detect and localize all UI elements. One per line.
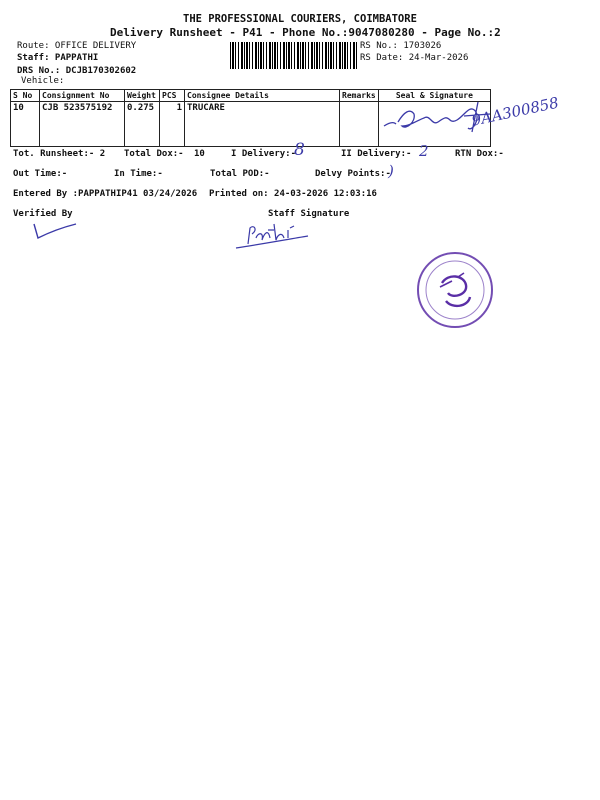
in-time-label: In Time:- xyxy=(114,169,163,179)
staff-signature-scribble xyxy=(232,220,312,252)
cell-sno: 10 xyxy=(11,102,40,147)
ii-delivery-value: 2 xyxy=(419,142,429,160)
col-consignee: Consignee Details xyxy=(185,90,340,102)
runsheet-subtitle: Delivery Runsheet - P41 - Phone No.:9047080280 - Page No.:2 xyxy=(110,26,501,39)
delvy-points-label: Delvy Points:- xyxy=(315,169,391,179)
i-delivery-value: 8 xyxy=(294,140,305,160)
company-title: THE PROFESSIONAL COURIERS, COIMBATORE xyxy=(183,13,417,25)
seal-number: 9AA300858 xyxy=(470,93,561,130)
seal-stamp xyxy=(412,247,498,333)
col-consignment: Consignment No xyxy=(40,90,125,102)
tot-runsheet: Tot. Runsheet:- 2 xyxy=(13,149,106,159)
col-pcs: PCS xyxy=(160,90,185,102)
cell-consignment: CJB 523575192 xyxy=(40,102,125,147)
route-label: Route: OFFICE DELIVERY xyxy=(17,41,137,51)
col-sno: S No xyxy=(11,90,40,102)
rs-date: RS Date: 24-Mar-2026 xyxy=(360,53,469,63)
total-dox-value: 10 xyxy=(194,149,205,159)
staff-label: Staff: PAPPATHI xyxy=(17,53,99,63)
col-weight: Weight xyxy=(125,90,160,102)
delvy-points-value: ) xyxy=(388,162,394,180)
vehicle-label: Vehicle: xyxy=(21,76,65,86)
cell-remarks xyxy=(340,102,379,147)
cell-pcs: 1 xyxy=(160,102,185,147)
barcode xyxy=(230,42,357,69)
drs-number: DRS No.: DCJB170302602 xyxy=(17,66,137,76)
col-seal: Seal & Signature xyxy=(378,90,490,102)
col-remarks: Remarks xyxy=(340,90,379,102)
printed-on: Printed on: 24-03-2026 12:03:16 xyxy=(209,189,377,199)
verified-by-label: Verified By xyxy=(13,209,73,219)
total-pod-label: Total POD:- xyxy=(210,169,270,179)
entered-by: Entered By :PAPPATHIP41 03/24/2026 xyxy=(13,189,198,199)
cell-consignee: TRUCARE xyxy=(185,102,340,147)
cell-weight: 0.275 xyxy=(125,102,160,147)
rs-number: RS No.: 1703026 xyxy=(360,41,442,51)
i-delivery-label: I Delivery:- xyxy=(231,149,297,159)
verified-tick-signature xyxy=(30,220,80,242)
out-time-label: Out Time:- xyxy=(13,169,68,179)
rtn-dox-label: RTN Dox:- xyxy=(455,149,504,159)
ii-delivery-label: II Delivery:- xyxy=(341,149,412,159)
staff-signature-label: Staff Signature xyxy=(268,209,350,219)
total-dox-label: Total Dox:- xyxy=(124,149,184,159)
